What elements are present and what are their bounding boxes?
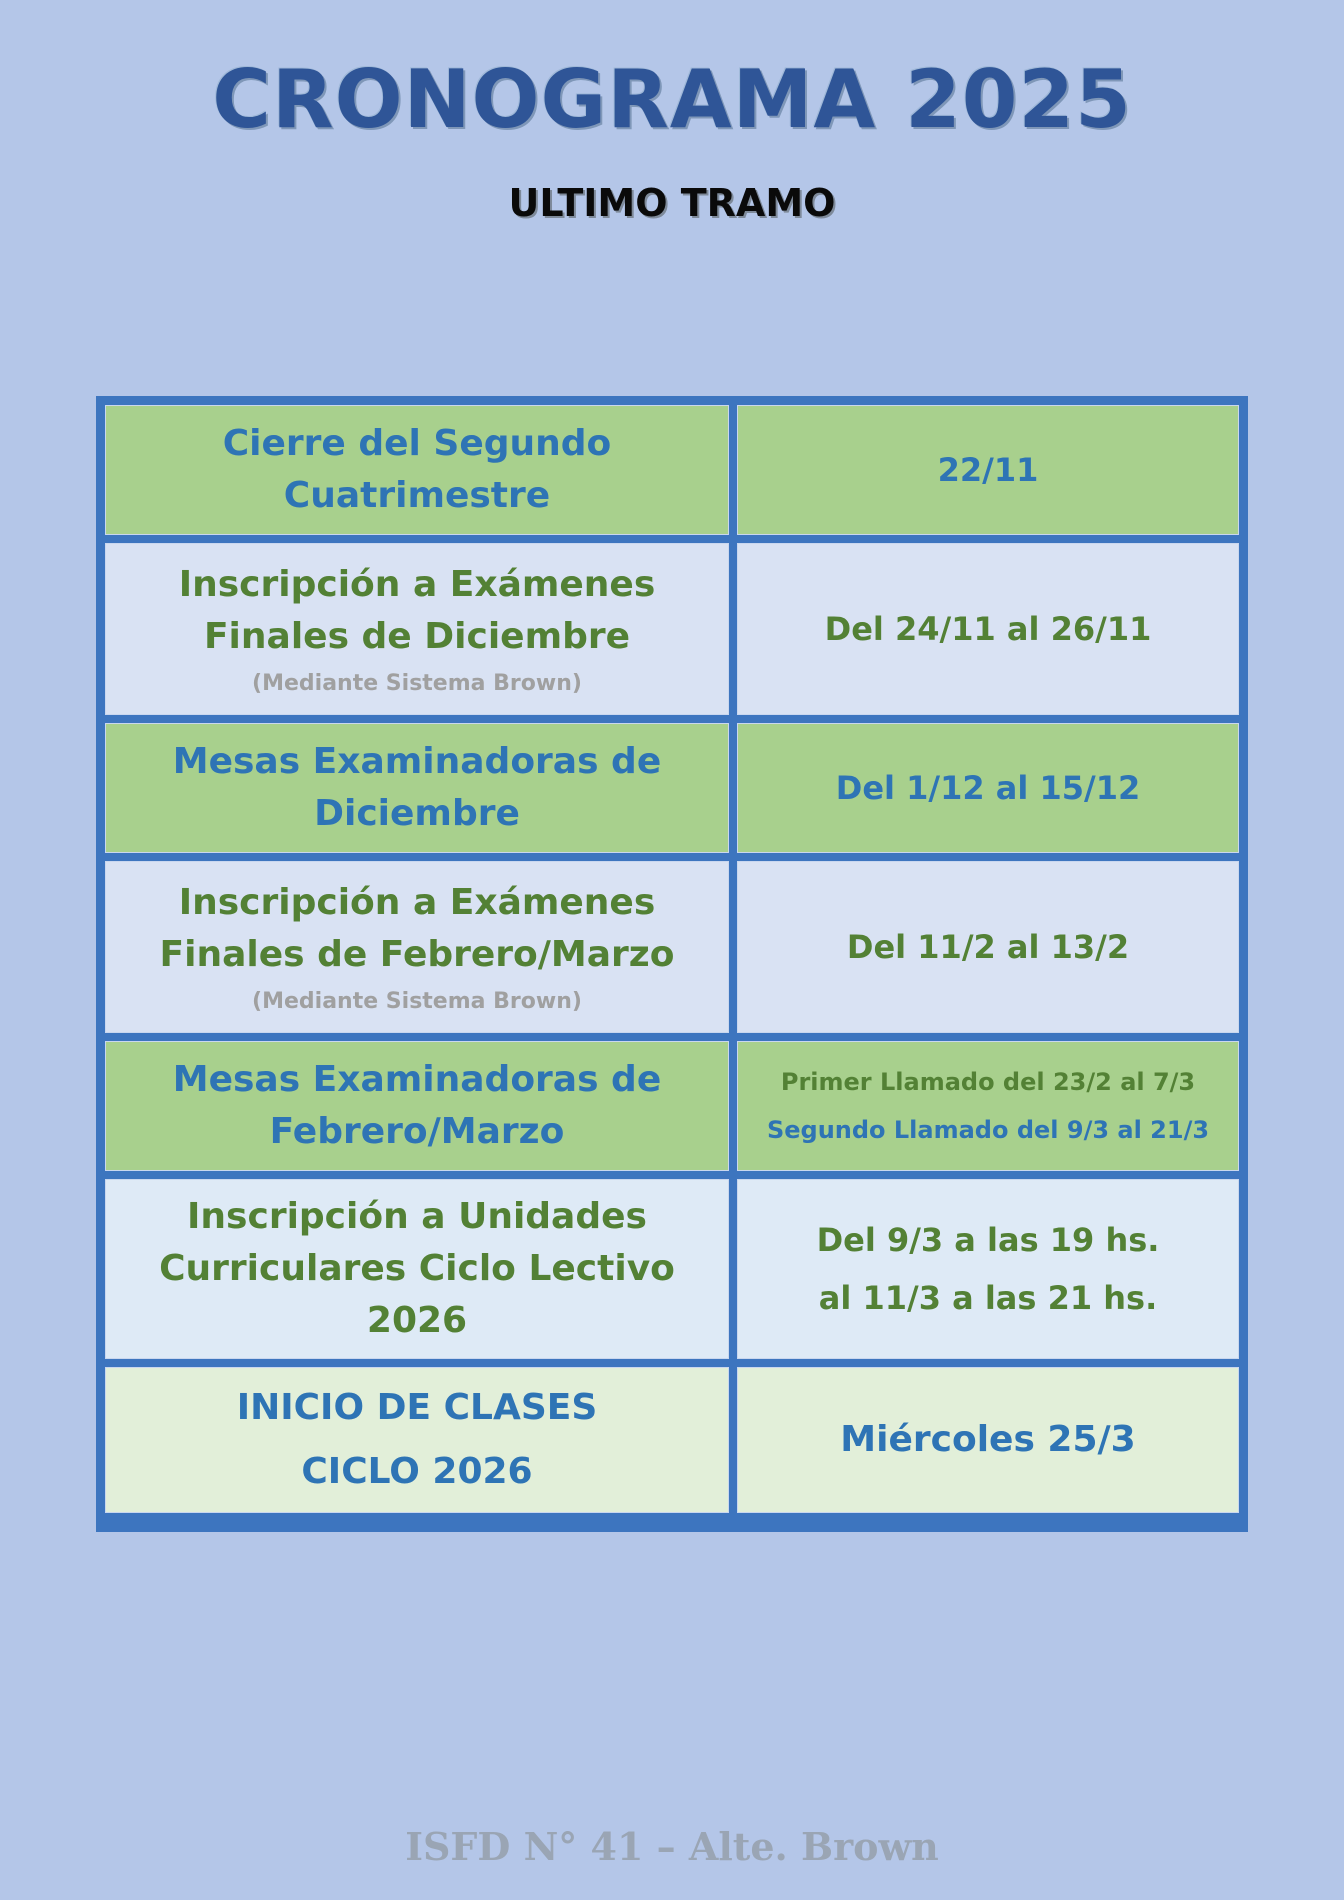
- schedule-row-3-value: Del 1/12 al 15/12: [835, 769, 1141, 807]
- schedule-row-7-value-cell: [733, 1363, 1243, 1517]
- schedule-row-1-label-cell: [101, 401, 733, 539]
- schedule-row-5-value-cell: [733, 1037, 1243, 1175]
- schedule-row-5-label-line-2: Febrero/Marzo: [269, 1111, 565, 1152]
- schedule-row-4-label-line-2: Finales de Febrero/Marzo: [159, 934, 675, 975]
- schedule-row-5-value-line-2: Segundo Llamado del 9/3 al 21/3: [766, 1116, 1210, 1144]
- schedule-row-2-label-line-1: Inscripción a Exámenes: [178, 564, 656, 605]
- schedule-row-7-label-line-1: INICIO DE CLASES: [236, 1387, 598, 1428]
- schedule-row-4-note: (Mediante Sistema Brown): [252, 989, 582, 1014]
- schedule-row-3-label: [173, 736, 662, 840]
- schedule-row-4-label-line-1: Inscripción a Exámenes: [178, 882, 656, 923]
- schedule-row-7-label-cell: [101, 1363, 733, 1517]
- schedule-row-7-label: [237, 1376, 598, 1504]
- schedule-row-2-note: (Mediante Sistema Brown): [252, 671, 582, 696]
- schedule-row-4-label: [160, 877, 675, 981]
- schedule-row-6-value-line-1: Del 9/3 a las 19 hs.: [816, 1221, 1160, 1259]
- schedule-row-4-value-cell: [733, 857, 1243, 1037]
- schedule-row-6-label-line-1: Inscripción a Unidades: [187, 1196, 647, 1237]
- schedule-row-6-value-line-2: al 11/3 a las 21 hs.: [818, 1279, 1158, 1317]
- schedule-row-2-label-line-2: Finales de Diciembre: [203, 616, 631, 657]
- schedule-row-6-label-line-2: Curriculares Ciclo Lectivo: [159, 1248, 675, 1289]
- schedule-row-7-label-line-2: CICLO 2026: [301, 1451, 533, 1492]
- schedule-row-5-value-line-1: Primer Llamado del 23/2 al 7/3: [780, 1068, 1196, 1096]
- schedule-row-3-label-cell: [101, 719, 733, 857]
- schedule-row-1-label-line-1: Cierre del Segundo: [222, 423, 612, 464]
- schedule-row-2-value-cell: [733, 539, 1243, 719]
- page-title: CRONOGRAMA 2025: [212, 53, 1132, 146]
- schedule-row-5-label-cell: [101, 1037, 733, 1175]
- schedule-row-3-label-line-2: Diciembre: [314, 793, 520, 834]
- schedule-row-2-label-cell: [101, 539, 733, 719]
- schedule-row-1-value-cell: [733, 401, 1243, 539]
- schedule-row-1-value: 22/11: [937, 451, 1039, 489]
- schedule-table: [96, 396, 1248, 1532]
- schedule-row-4-label-cell: [101, 857, 733, 1037]
- schedule-row-2-label: [179, 559, 656, 663]
- schedule-row-1-label-line-2: Cuatrimestre: [283, 475, 551, 516]
- schedule-row-7-value: Miércoles 25/3: [840, 1419, 1136, 1460]
- schedule-row-6-value-cell: [733, 1175, 1243, 1363]
- footer-institution: ISFD N° 41 – Alte. Brown: [405, 1824, 939, 1869]
- schedule-row-5-label-line-1: Mesas Examinadoras de: [172, 1059, 662, 1100]
- schedule-row-6-label-line-3: 2026: [366, 1300, 468, 1341]
- schedule-row-2-value: Del 24/11 al 26/11: [824, 610, 1152, 648]
- schedule-row-1-label: [223, 418, 612, 522]
- schedule-row-3-label-line-1: Mesas Examinadoras de: [172, 741, 662, 782]
- schedule-row-6-label: [159, 1191, 675, 1347]
- schedule-row-3-value-cell: [733, 719, 1243, 857]
- schedule-row-6-label-cell: [101, 1175, 733, 1363]
- schedule-row-5-label: [173, 1054, 662, 1158]
- schedule-row-4-value: Del 11/2 al 13/2: [846, 928, 1130, 966]
- page-subtitle: ULTIMO TRAMO: [508, 181, 836, 225]
